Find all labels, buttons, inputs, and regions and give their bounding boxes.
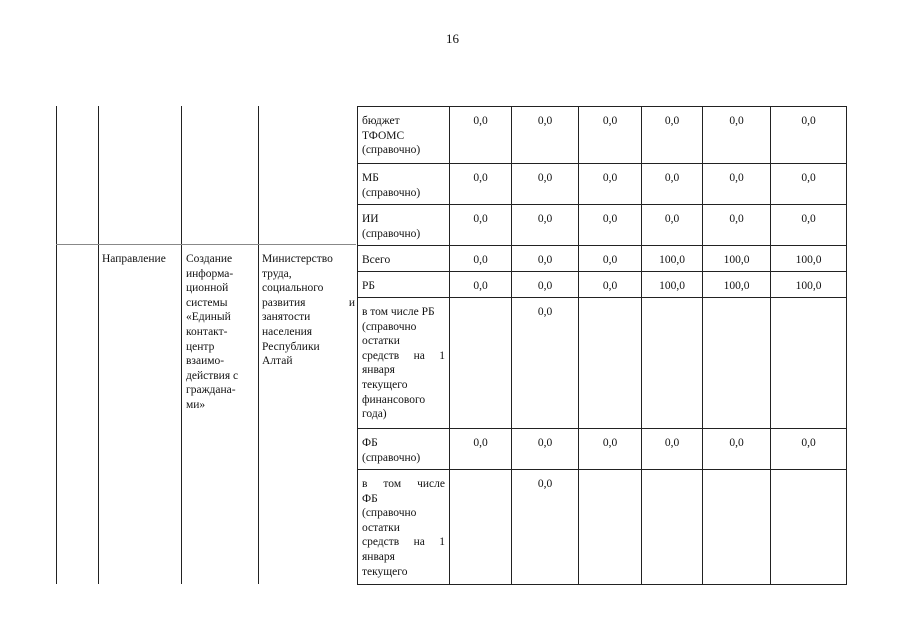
value-cell: 0,0 [512, 272, 579, 298]
text-line: остатки [362, 335, 400, 348]
value-cell: 0,0 [512, 246, 579, 272]
value-cell [579, 470, 642, 585]
text-line: МБ [362, 172, 379, 184]
value-cell [703, 298, 771, 429]
column-rule [56, 106, 57, 584]
source-label-cell [358, 429, 450, 470]
direction-type-cell: Направление [102, 253, 166, 265]
value-cell: 100,0 [642, 246, 703, 272]
text-line: января [362, 364, 395, 377]
value-cell: 0,0 [579, 272, 642, 298]
value-cell [450, 470, 512, 585]
value-cell: 0,0 [579, 164, 642, 205]
table-row [358, 272, 847, 298]
value-cell: 0,0 [450, 272, 512, 298]
value-cell: 0,0 [703, 205, 771, 246]
source-label-cell [358, 272, 450, 298]
text-line: занятости [262, 311, 311, 324]
value-cell: 0,0 [450, 205, 512, 246]
value-cell: 100,0 [771, 246, 847, 272]
value-cell: 0,0 [703, 164, 771, 205]
text-line: (справочно) [362, 144, 421, 157]
value-cell [642, 298, 703, 429]
table-row [358, 429, 847, 470]
text-line: остатки [362, 521, 400, 534]
text-line: года) [362, 408, 387, 421]
text-line: ИИ [362, 213, 379, 225]
value-cell: 0,0 [642, 429, 703, 470]
text-line: контакт- [186, 325, 228, 338]
value-cell: 0,0 [512, 429, 579, 470]
value-cell: 0,0 [450, 246, 512, 272]
value-cell: 0,0 [642, 164, 703, 205]
text-line: граждана- [186, 384, 236, 397]
column-rule [98, 106, 99, 584]
source-label-cell [358, 205, 450, 246]
text-line: ми» [186, 398, 206, 411]
text-line: развития и [262, 296, 355, 309]
value-cell: 100,0 [642, 272, 703, 298]
source-label-cell [358, 164, 450, 205]
text-line: ФБ [362, 437, 378, 449]
value-cell [703, 470, 771, 585]
value-cell: 0,0 [512, 164, 579, 205]
value-cell: 0,0 [771, 205, 847, 246]
value-cell: 100,0 [703, 246, 771, 272]
value-cell: 0,0 [703, 107, 771, 164]
direction-name-cell [186, 252, 256, 413]
value-cell [771, 470, 847, 585]
value-cell [579, 298, 642, 429]
text-line: (справочно [362, 320, 417, 333]
value-cell: 0,0 [450, 164, 512, 205]
text-line: ФБ [362, 492, 378, 505]
text-line: Алтай [262, 355, 293, 368]
text-line: РБ [362, 280, 375, 292]
text-line: системы [186, 296, 228, 309]
value-cell: 0,0 [512, 298, 579, 429]
value-cell: 0,0 [771, 429, 847, 470]
value-cell [771, 298, 847, 429]
text-line: населения [262, 325, 313, 338]
table-row [358, 205, 847, 246]
text-line: труда, [262, 267, 292, 280]
text-line: действия с [186, 369, 239, 382]
value-cell: 0,0 [579, 429, 642, 470]
value-cell: 0,0 [771, 164, 847, 205]
text-line: в том числе [362, 478, 445, 490]
value-cell: 0,0 [512, 470, 579, 585]
text-line: (справочно) [362, 451, 421, 464]
executor-cell [262, 252, 355, 369]
table-row [358, 298, 847, 429]
text-line: (справочно) [362, 186, 421, 199]
text-line: (справочно [362, 507, 417, 520]
table-row [358, 470, 847, 585]
value-cell: 0,0 [512, 107, 579, 164]
text-line: средств на 1 [362, 536, 445, 549]
text-line: (справочно) [362, 227, 421, 240]
page-number: 16 [446, 31, 459, 46]
value-cell: 100,0 [703, 272, 771, 298]
text-line: взаимо- [186, 355, 225, 368]
value-cell: 0,0 [642, 205, 703, 246]
text-line: Всего [362, 254, 391, 266]
value-cell: 0,0 [579, 246, 642, 272]
text-line: Республики [262, 340, 320, 353]
source-label-cell [358, 107, 450, 164]
source-label-cell [358, 246, 450, 272]
value-cell: 0,0 [450, 107, 512, 164]
text-line: центр [186, 340, 215, 353]
value-cell: 0,0 [642, 107, 703, 164]
value-cell: 0,0 [512, 205, 579, 246]
text-line: ционной [186, 282, 229, 295]
column-rule [181, 106, 182, 584]
text-line: ТФОМС [362, 129, 405, 142]
text-line: Создание [186, 253, 233, 265]
value-cell: 100,0 [771, 272, 847, 298]
table-row [358, 107, 847, 164]
text-line: текущего [362, 378, 408, 391]
value-cell: 0,0 [450, 429, 512, 470]
text-line: средств на 1 [362, 349, 445, 362]
text-line: января [362, 550, 395, 563]
value-cell: 0,0 [579, 205, 642, 246]
source-label-cell [358, 470, 450, 585]
funding-table [357, 106, 847, 585]
value-cell: 0,0 [771, 107, 847, 164]
text-line: «Единый [186, 311, 231, 324]
text-line: текущего [362, 565, 408, 578]
text-line: информа- [186, 267, 234, 280]
text-line: финансового [362, 393, 426, 406]
table-row [358, 164, 847, 205]
text-line: в том числе РБ [362, 306, 435, 318]
text-line: бюджет [362, 115, 400, 127]
text-line: Министерство [262, 253, 333, 265]
value-cell [642, 470, 703, 585]
value-cell: 0,0 [703, 429, 771, 470]
table-row [358, 246, 847, 272]
source-label-cell [358, 298, 450, 429]
value-cell [450, 298, 512, 429]
text-line: социального [262, 282, 324, 295]
column-rule [258, 106, 259, 584]
value-cell: 0,0 [579, 107, 642, 164]
row-rule [56, 244, 356, 245]
